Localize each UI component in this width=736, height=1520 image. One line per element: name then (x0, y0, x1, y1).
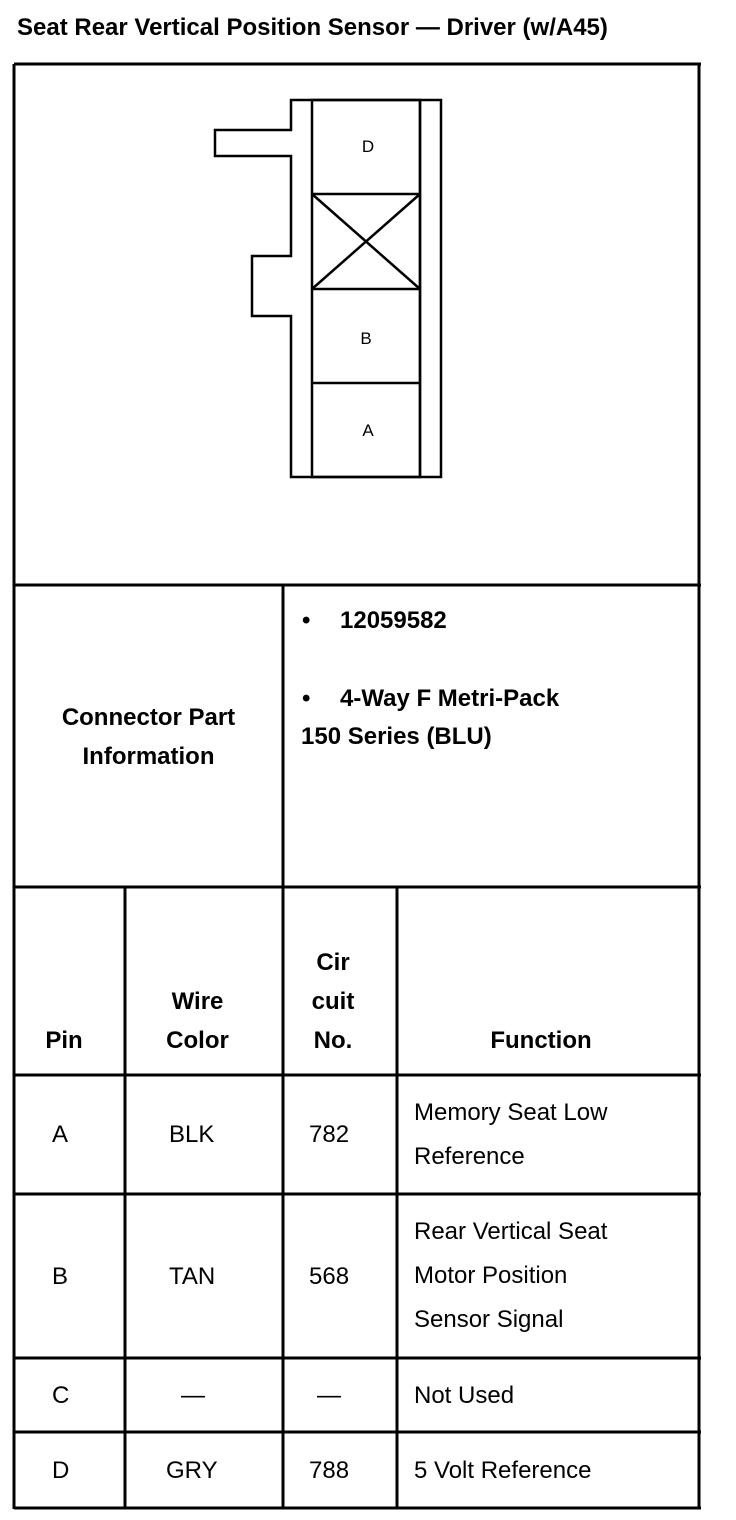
table-row-d-color: GRY (166, 1457, 218, 1484)
table-row-b-color: TAN (169, 1263, 216, 1290)
connector-info-label: Connector Part Information (61, 704, 236, 770)
cavity-label-a: A (362, 421, 374, 440)
header-function: Function (490, 1027, 592, 1054)
bullet-description: • (302, 685, 311, 712)
table-row-c-circuit: — (317, 1382, 341, 1409)
cavity-label-b: B (360, 329, 372, 348)
table-row-d-circuit: 788 (309, 1457, 350, 1484)
table-row-a-circuit: 782 (309, 1121, 350, 1148)
table-row-b-pin: B (52, 1263, 69, 1290)
connector-description-line1: 4-Way F Metri-Pack (340, 685, 560, 712)
table-row-a-function: Memory Seat Low Reference (414, 1099, 608, 1170)
header-pin: Pin (45, 1027, 83, 1054)
table-row-d-pin: D (52, 1457, 70, 1484)
bullet-part-number: • (302, 607, 311, 634)
table-row-b-function: Rear Vertical Seat Motor Position Sensor Signal (414, 1218, 608, 1333)
part-number: 12059582 (340, 607, 447, 634)
page-title: Seat Rear Vertical Position Sensor — Driver (w/A45) (17, 14, 608, 41)
table-row-c-color: — (181, 1382, 205, 1409)
table-row-a-color: BLK (169, 1121, 215, 1148)
table-row-c-function: Not Used (414, 1382, 515, 1409)
table-row-b-circuit: 568 (309, 1263, 350, 1290)
table-row-a-pin: A (52, 1121, 69, 1148)
connector-diagram (0, 0, 736, 600)
table-row-c-pin: C (52, 1382, 70, 1409)
cavity-label-d: D (361, 137, 375, 156)
table-row-d-function: 5 Volt Reference (414, 1457, 592, 1484)
connector-description-line2: 150 Series (BLU) (301, 723, 492, 750)
header-wire-color: Wire Color (166, 988, 229, 1054)
header-circuit-number: Cir cuit No. (311, 949, 355, 1054)
